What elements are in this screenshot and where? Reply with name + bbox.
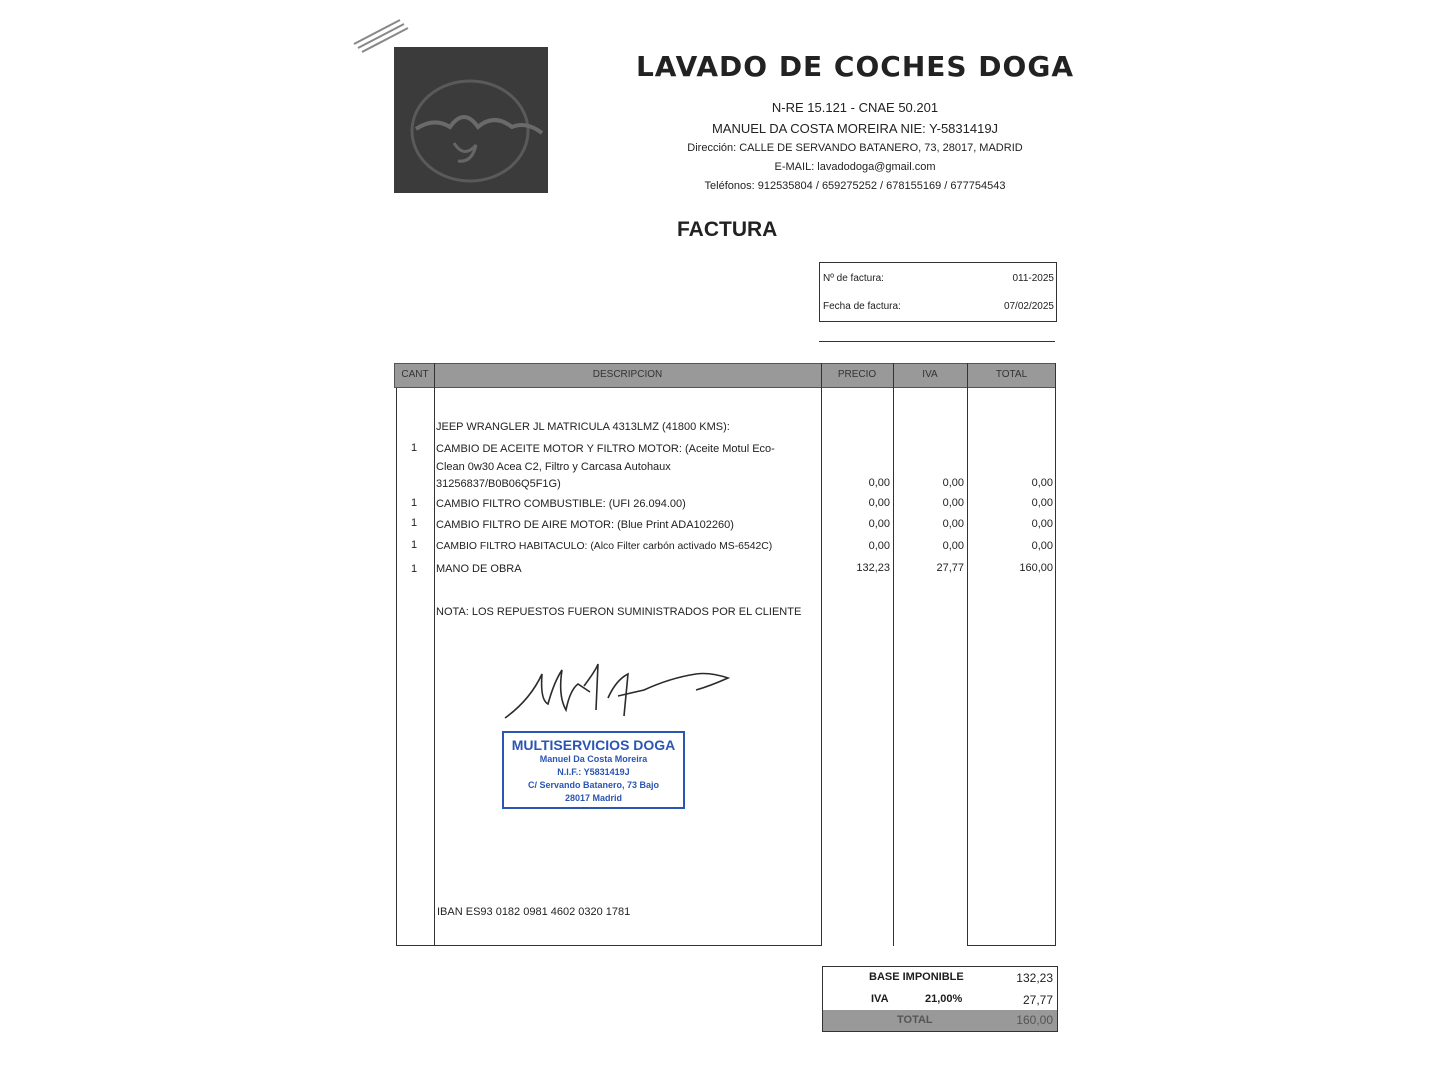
row-price: 0,00 [868,477,890,489]
row-total: 0,00 [1031,477,1053,489]
company-phones: Teléfonos: 912535804 / 659275252 / 678155169 / 677754543 [704,180,1006,192]
table-border-right [1055,363,1056,946]
row-description: CAMBIO FILTRO DE AIRE MOTOR: (Blue Print ADA102260) [436,519,734,531]
document-title: FACTURA [677,218,778,241]
company-name: LAVADO DE COCHES DOGA [635,50,1075,83]
row-description: MANO DE OBRA [436,563,522,575]
row-total: 0,00 [1031,540,1053,552]
vat-rate: 21,00% [925,993,963,1005]
row-description: CAMBIO FILTRO COMBUSTIBLE: (UFI 26.094.00) [436,498,686,510]
company-stamp [502,731,685,809]
row-price: 0,00 [868,497,890,509]
row-vat: 27,77 [936,562,964,574]
row-qty: 1 [411,497,418,509]
company-address: Dirección: CALLE DE SERVANDO BATANERO, 73, 28017, MADRID [687,142,1023,154]
vat-value: 27,77 [1022,993,1053,1007]
row-total: 0,00 [1031,518,1053,530]
row-total: 160,00 [1019,562,1053,574]
total-label: TOTAL [897,1014,933,1026]
company-registry: N-RE 15.121 - CNAE 50.201 [771,100,939,115]
invoice-number-label: Nº de factura: [823,273,884,284]
invoice-meta-box [819,262,1057,322]
table-border-bottom [396,945,822,946]
invoice-number: 011-2025 [1012,273,1054,284]
base-value: 132,23 [1016,971,1053,985]
row-vat: 0,00 [942,540,964,552]
company-logo [394,47,548,193]
column-divider [821,363,822,946]
header-description: DESCRIPCION [592,369,663,380]
row-price: 0,00 [868,518,890,530]
table-border-left [396,388,397,946]
row-price: 0,00 [868,540,890,552]
row-vat: 0,00 [942,497,964,509]
header-qty: CANT [401,369,429,380]
meta-divider [819,341,1055,342]
row-description: CAMBIO FILTRO HABITACULO: (Alco Filter carbón activado MS-6542C) [436,541,773,552]
note: NOTA: LOS REPUESTOS FUERON SUMINISTRADOS POR EL CLIENTE [436,606,802,618]
stamp-nif: N.I.F.: Y5831419J [557,767,630,777]
vehicle-line: JEEP WRANGLER JL MATRICULA 4313LMZ (41800 KMS): [436,421,730,433]
total-bar [823,1010,1057,1031]
column-divider [893,363,894,946]
row-vat: 0,00 [942,518,964,530]
total-value: 160,00 [1016,1013,1053,1027]
invoice-date-label: Fecha de factura: [823,301,901,312]
header-total: TOTAL [995,369,1028,380]
invoice-date: 07/02/2025 [1003,301,1054,312]
row-price: 132,23 [856,562,890,574]
row-qty: 1 [411,517,418,529]
header-price: PRECIO [837,369,877,380]
row-vat: 0,00 [942,477,964,489]
stamp-title: MULTISERVICIOS DOGA [511,737,676,753]
stamp-owner: Manuel Da Costa Moreira [539,754,648,764]
signature [500,660,735,725]
row-description-cont: 31256837/B0B06Q5F1G) [436,478,561,490]
column-divider [434,363,435,946]
vat-label: IVA [871,993,889,1005]
base-label: BASE IMPONIBLE [869,971,964,983]
column-divider [967,363,968,946]
stamp-city: 28017 Madrid [564,793,623,803]
row-total: 0,00 [1031,497,1053,509]
row-description-cont: Clean 0w30 Acea C2, Filtro y Carcasa Autohaux [436,461,671,473]
row-qty: 1 [411,563,418,575]
stamp-address: C/ Servando Batanero, 73 Bajo [527,780,660,790]
table-border-bottom [967,945,1056,946]
company-owner: MANUEL DA COSTA MOREIRA NIE: Y-5831419J [711,121,999,136]
totals-box [822,966,1058,1032]
row-qty: 1 [411,539,418,551]
row-description: CAMBIO DE ACEITE MOTOR Y FILTRO MOTOR: (Aceite Motul Eco- [436,443,775,455]
row-qty: 1 [411,442,418,454]
header-vat: IVA [922,369,938,380]
company-email: E-MAIL: lavadodoga@gmail.com [774,161,936,173]
iban: IBAN ES93 0182 0981 4602 0320 1781 [437,906,631,918]
